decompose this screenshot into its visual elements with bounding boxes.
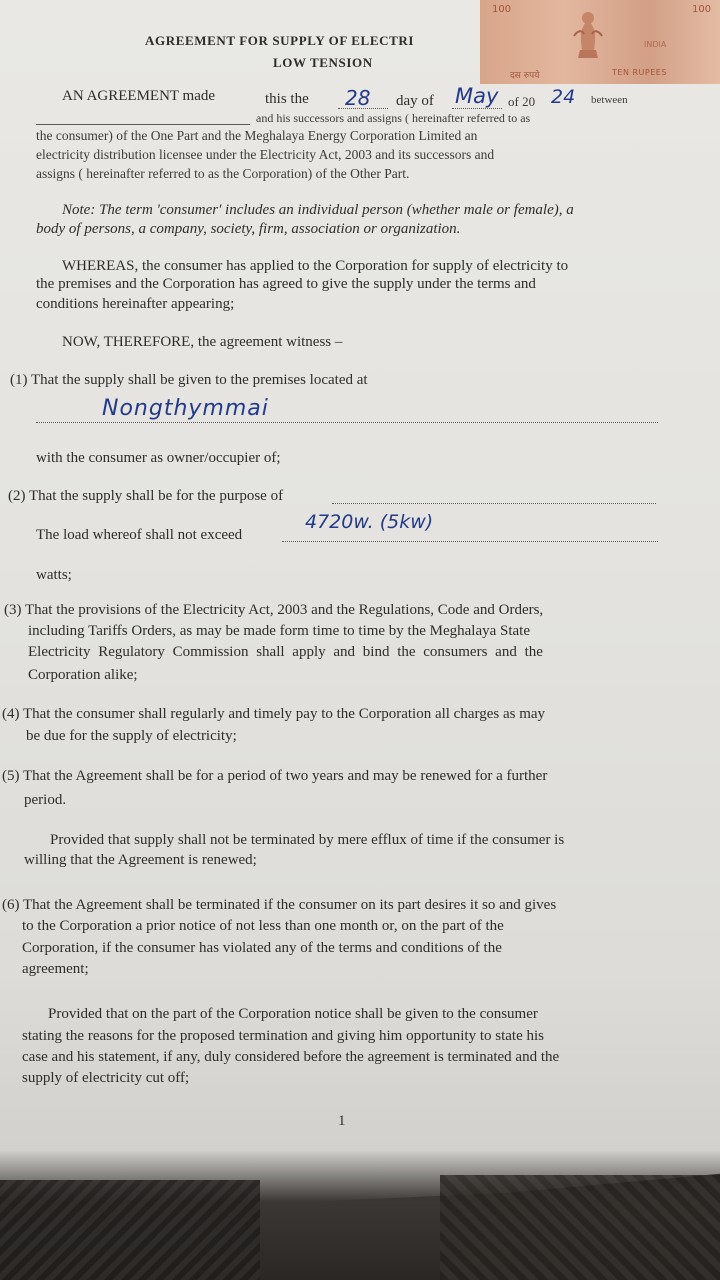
clause-5-proviso-1: Provided that supply shall not be terminated by mere efflux of time if the consumer is [50,832,565,848]
clause-6-proviso-3: case and his statement, if any, duly considered before the agreement is terminated and the [22,1049,560,1065]
purpose-blank [332,503,656,504]
intro-line-4: electricity distribution licensee under the Electricity Act, 2003 and its successors and [36,147,495,162]
clause-3-line-2: including Tariffs Orders, as may be made form time to time by the Meghalaya State [28,623,531,639]
clause-2-line-2: The load whereof shall not exceed [36,527,243,543]
intro-text-c: day of [396,93,434,109]
day-handwritten: 28 [345,86,371,110]
clause-3-line-4: Corporation alike; [28,667,138,683]
clause-5-line-1: (5) That the Agreement shall be for a period of two years and may be renewed for a further [2,768,548,784]
consumer-name-blank [36,124,250,125]
title-line-1: AGREEMENT FOR SUPPLY OF ELECTRI [145,33,415,48]
fabric-background-left [0,1180,260,1280]
premises-blank [36,422,658,423]
note-line-1: Note: The term 'consumer' includes an individual person (whether male or female), a [62,202,574,218]
whereas-line-2: the premises and the Corporation has agreed to give the supply under the terms and [36,276,536,292]
intro-text-b: this the [265,91,309,107]
clause-2-line-3: watts; [36,567,72,583]
clause-4-line-1: (4) That the consumer shall regularly and timely pay to the Corporation all charges as may [2,706,546,722]
clause-3-line-1: (3) That the provisions of the Electricity Act, 2003 and the Regulations, Code and Orders, [4,602,544,618]
clause-6-line-4: agreement; [22,961,89,977]
note-line-2: body of persons, a company, society, firm, association or organization. [36,221,461,237]
intro-text-d: of 20 [508,94,536,109]
ashoka-emblem-icon [566,6,610,62]
clause-6-proviso-1: Provided that on the part of the Corporation notice shall be given to the consumer [48,1006,538,1022]
intro-text-e: between [591,94,628,106]
clause-6-line-2: to the Corporation a prior notice of not less than one month or, on the part of the [22,918,504,934]
whereas-line-1: WHEREAS, the consumer has applied to the Corporation for supply of electricity to [62,258,569,274]
month-handwritten: May [455,84,499,108]
clause-6-line-1: (6) That the Agreement shall be terminated if the consumer on its part desires it so and gives [2,897,557,913]
stamp-script-left: दस रुपये [510,71,540,81]
clause-2-line-1: (2) That the supply shall be for the purpose of [8,488,284,504]
clause-4-line-2: be due for the supply of electricity; [26,728,237,744]
title-line-2: LOW TENSION [273,55,373,70]
clause-3-line-3: Electricity Regulatory Commission shall apply and bind the consumers and the [28,644,543,660]
clause-1-line-1: (1) That the supply shall be given to the premises located at [10,372,368,388]
now-therefore: NOW, THEREFORE, the agreement witness – [62,334,343,350]
stamp-value-right: 100 [692,4,712,15]
intro-line-2: and his successors and assigns ( hereinafter referred to as [256,111,531,125]
clause-6-line-3: Corporation, if the consumer has violated any of the terms and conditions of the [22,940,502,956]
load-blank [282,541,658,542]
stamp-india-text: INDIA [644,40,667,49]
intro-line-3: the consumer) of the One Part and the Meghalaya Energy Corporation Limited an [36,128,478,143]
intro-line-5: assigns ( hereinafter referred to as the Corporation) of the Other Part. [36,166,410,181]
clause-5-proviso-2: willing that the Agreement is renewed; [24,852,257,868]
premises-handwritten: Nongthymmai [102,396,269,421]
clause-5-line-2: period. [24,792,67,808]
month-blank [452,108,502,109]
intro-text-a: AN AGREEMENT made [62,88,216,104]
page-number: 1 [338,1113,346,1129]
clause-6-proviso-2: stating the reasons for the proposed termination and giving him opportunity to state his [22,1028,544,1044]
stamp-value-left: 100 [492,4,512,15]
whereas-line-3: conditions hereinafter appearing; [36,296,235,312]
load-handwritten: 4720w. (5kw) [305,511,434,533]
fabric-background-right [440,1175,720,1280]
clause-1-line-2: with the consumer as owner/occupier of; [36,450,281,466]
year-handwritten: 24 [551,86,576,108]
stamp-text-right: TEN RUPEES [612,68,667,77]
clause-6-proviso-4: supply of electricity cut off; [22,1070,190,1086]
